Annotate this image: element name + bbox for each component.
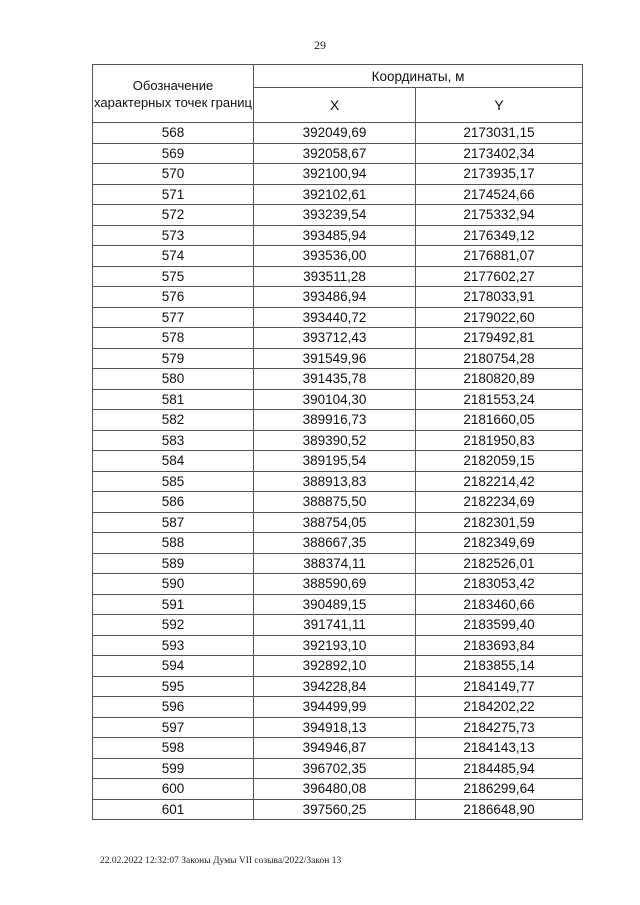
table-body [93,123,583,820]
point-number-cell: 586 [93,492,254,513]
table-row [93,430,583,451]
point-number-cell: 595 [93,676,254,697]
table-row [93,348,583,369]
y-coordinate-cell: 2176881,07 [416,246,583,267]
x-coordinate-cell: 388913,83 [254,471,416,492]
y-coordinate-cell: 2183855,14 [416,656,583,677]
y-coordinate-cell: 2179492,81 [416,328,583,349]
table-row [93,246,583,267]
header-coordinates: Координаты, м [254,65,583,88]
point-number-cell: 583 [93,430,254,451]
y-coordinate-cell: 2183599,40 [416,615,583,636]
y-coordinate-cell: 2181950,83 [416,430,583,451]
x-coordinate-cell: 393486,94 [254,287,416,308]
point-number-cell: 582 [93,410,254,431]
point-number-cell: 598 [93,738,254,759]
table-row [93,205,583,226]
y-coordinate-cell: 2174524,66 [416,184,583,205]
x-coordinate-cell: 391435,78 [254,369,416,390]
table-row [93,307,583,328]
table-row [93,553,583,574]
x-coordinate-cell: 392049,69 [254,123,416,144]
y-coordinate-cell: 2177602,27 [416,266,583,287]
table-row [93,512,583,533]
table-row [93,738,583,759]
y-coordinate-cell: 2182234,69 [416,492,583,513]
point-number-cell: 600 [93,779,254,800]
point-number-cell: 576 [93,287,254,308]
header-y: Y [416,88,583,123]
x-coordinate-cell: 388374,11 [254,553,416,574]
point-number-cell: 570 [93,164,254,185]
coordinates-table [92,64,583,820]
x-coordinate-cell: 388590,69 [254,574,416,595]
footer-stamp: 22.02.2022 12:32:07 Законы Думы VII созыва/2022/Закон 13 [100,856,342,866]
table-row [93,225,583,246]
point-number-cell: 568 [93,123,254,144]
table-row [93,369,583,390]
point-number-cell: 578 [93,328,254,349]
point-number-cell: 579 [93,348,254,369]
table-row [93,410,583,431]
point-number-cell: 597 [93,717,254,738]
y-coordinate-cell: 2181660,05 [416,410,583,431]
y-coordinate-cell: 2186648,90 [416,799,583,820]
y-coordinate-cell: 2176349,12 [416,225,583,246]
point-number-cell: 587 [93,512,254,533]
table-row [93,758,583,779]
table-row [93,492,583,513]
y-coordinate-cell: 2184143,13 [416,738,583,759]
table-row [93,717,583,738]
y-coordinate-cell: 2173402,34 [416,143,583,164]
x-coordinate-cell: 393239,54 [254,205,416,226]
point-number-cell: 580 [93,369,254,390]
table-row [93,799,583,820]
point-number-cell: 593 [93,635,254,656]
x-coordinate-cell: 390104,30 [254,389,416,410]
table-row [93,328,583,349]
y-coordinate-cell: 2182526,01 [416,553,583,574]
x-coordinate-cell: 389195,54 [254,451,416,472]
x-coordinate-cell: 388875,50 [254,492,416,513]
point-number-cell: 577 [93,307,254,328]
table-row [93,697,583,718]
x-coordinate-cell: 393485,94 [254,225,416,246]
point-number-cell: 592 [93,615,254,636]
table-row [93,164,583,185]
x-coordinate-cell: 393536,00 [254,246,416,267]
y-coordinate-cell: 2173031,15 [416,123,583,144]
point-number-cell: 572 [93,205,254,226]
x-coordinate-cell: 388754,05 [254,512,416,533]
point-number-cell: 588 [93,533,254,554]
x-coordinate-cell: 394946,87 [254,738,416,759]
table-row [93,184,583,205]
point-number-cell: 569 [93,143,254,164]
point-number-cell: 594 [93,656,254,677]
y-coordinate-cell: 2183460,66 [416,594,583,615]
table-row [93,389,583,410]
table-row [93,656,583,677]
x-coordinate-cell: 394499,99 [254,697,416,718]
y-coordinate-cell: 2182214,42 [416,471,583,492]
x-coordinate-cell: 391549,96 [254,348,416,369]
point-number-cell: 591 [93,594,254,615]
y-coordinate-cell: 2180754,28 [416,348,583,369]
x-coordinate-cell: 391741,11 [254,615,416,636]
point-number-cell: 596 [93,697,254,718]
point-number-cell: 589 [93,553,254,574]
point-number-cell: 585 [93,471,254,492]
x-coordinate-cell: 393511,28 [254,266,416,287]
point-number-cell: 571 [93,184,254,205]
point-number-cell: 599 [93,758,254,779]
x-coordinate-cell: 394228,84 [254,676,416,697]
point-number-cell: 601 [93,799,254,820]
x-coordinate-cell: 392892,10 [254,656,416,677]
point-number-cell: 573 [93,225,254,246]
y-coordinate-cell: 2175332,94 [416,205,583,226]
x-coordinate-cell: 396480,08 [254,779,416,800]
point-number-cell: 575 [93,266,254,287]
y-coordinate-cell: 2186299,64 [416,779,583,800]
table-row [93,471,583,492]
x-coordinate-cell: 392058,67 [254,143,416,164]
table-row [93,594,583,615]
table-row [93,574,583,595]
table-row [93,266,583,287]
y-coordinate-cell: 2178033,91 [416,287,583,308]
table-row [93,615,583,636]
x-coordinate-cell: 392193,10 [254,635,416,656]
page-number: 29 [314,38,326,52]
y-coordinate-cell: 2173935,17 [416,164,583,185]
y-coordinate-cell: 2184149,77 [416,676,583,697]
table-row [93,123,583,144]
x-coordinate-cell: 389916,73 [254,410,416,431]
point-number-cell: 581 [93,389,254,410]
y-coordinate-cell: 2184485,94 [416,758,583,779]
header-point-name: Обозначение характерных точек границ [93,65,254,123]
x-coordinate-cell: 397560,25 [254,799,416,820]
table-row [93,533,583,554]
header-x: X [254,88,416,123]
x-coordinate-cell: 393440,72 [254,307,416,328]
point-number-cell: 590 [93,574,254,595]
y-coordinate-cell: 2183693,84 [416,635,583,656]
x-coordinate-cell: 394918,13 [254,717,416,738]
x-coordinate-cell: 390489,15 [254,594,416,615]
point-number-cell: 584 [93,451,254,472]
table-row [93,143,583,164]
table-row [93,635,583,656]
y-coordinate-cell: 2182059,15 [416,451,583,472]
x-coordinate-cell: 392100,94 [254,164,416,185]
x-coordinate-cell: 388667,35 [254,533,416,554]
x-coordinate-cell: 393712,43 [254,328,416,349]
x-coordinate-cell: 392102,61 [254,184,416,205]
table-row [93,676,583,697]
y-coordinate-cell: 2180820,89 [416,369,583,390]
y-coordinate-cell: 2184275,73 [416,717,583,738]
y-coordinate-cell: 2179022,60 [416,307,583,328]
table-row [93,779,583,800]
y-coordinate-cell: 2182301,59 [416,512,583,533]
table-row [93,451,583,472]
y-coordinate-cell: 2182349,69 [416,533,583,554]
y-coordinate-cell: 2181553,24 [416,389,583,410]
y-coordinate-cell: 2183053,42 [416,574,583,595]
y-coordinate-cell: 2184202,22 [416,697,583,718]
point-number-cell: 574 [93,246,254,267]
table-row [93,287,583,308]
x-coordinate-cell: 389390,52 [254,430,416,451]
x-coordinate-cell: 396702,35 [254,758,416,779]
